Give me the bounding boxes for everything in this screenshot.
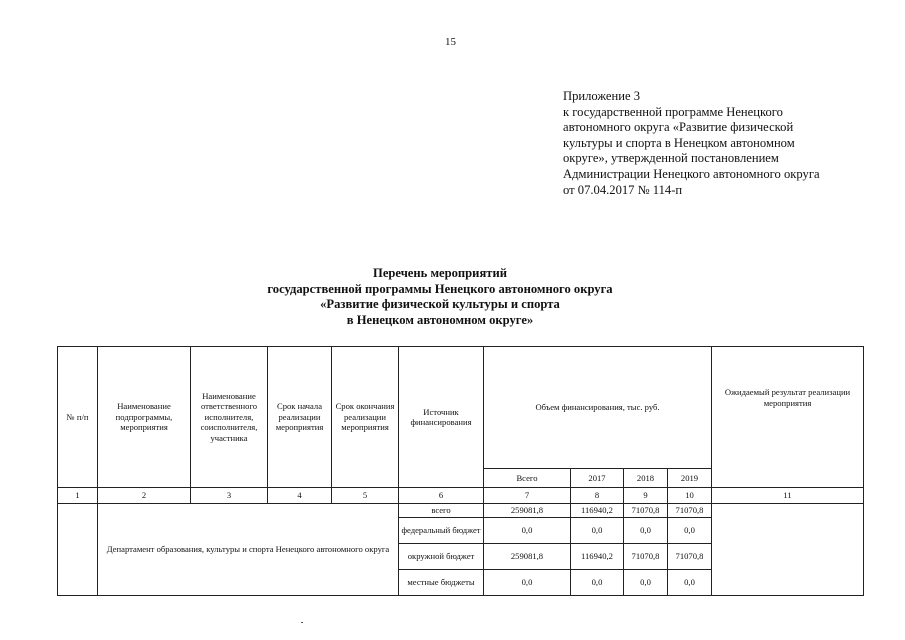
column-number: 8 [571, 488, 624, 504]
page-number: 15 [445, 36, 456, 48]
appendix-block [563, 89, 863, 198]
total-cell: 0,0 [484, 570, 571, 596]
measures-table [57, 346, 864, 596]
header-source: Источник финансирования [399, 347, 484, 488]
y2018-cell: 0,0 [624, 518, 668, 544]
header-executor: Наименование ответственного исполнителя, соисполнителя, участника [191, 347, 268, 488]
total-cell: 259081,8 [484, 544, 571, 570]
appendix-line: к государственной программе Ненецкого [563, 104, 783, 119]
appendix-line: Приложение 3 [563, 89, 641, 103]
source-cell: местные бюджеты [399, 570, 484, 596]
header-end: Срок окончания реализации мероприятия [332, 347, 399, 488]
y2018-cell: 71070,8 [624, 504, 668, 518]
y2017-cell: 116940,2 [571, 504, 624, 518]
department-cell: Департамент образования, культуры и спорта Ненецкого автономного округа [98, 504, 399, 596]
column-number: 6 [399, 488, 484, 504]
y2018-cell: 71070,8 [624, 544, 668, 570]
table-row [58, 504, 864, 518]
header-name: Наименование подпрограммы, мероприятия [98, 347, 191, 488]
source-cell: всего [399, 504, 484, 518]
y2019-cell: 0,0 [668, 570, 712, 596]
appendix-line: культуры и спорта в Ненецком автономном [563, 135, 795, 150]
appendix-line: автономного округа «Развитие физической [563, 120, 794, 135]
column-number: 1 [58, 488, 98, 504]
column-number: 7 [484, 488, 571, 504]
column-number: 2 [98, 488, 191, 504]
header-total: Всего [484, 468, 571, 487]
column-number: 10 [668, 488, 712, 504]
header-num: № п/п [58, 347, 98, 488]
column-number: 3 [191, 488, 268, 504]
header-2018: 2018 [624, 468, 668, 487]
appendix-line: от 07.04.2017 № 114-п [563, 182, 683, 197]
source-cell: федеральный бюджет [399, 518, 484, 544]
y2019-cell: 71070,8 [668, 544, 712, 570]
y2017-cell: 0,0 [571, 570, 624, 596]
table-header-row [58, 347, 864, 469]
y2019-cell: 71070,8 [668, 504, 712, 518]
column-number: 9 [624, 488, 668, 504]
column-number: 11 [712, 488, 864, 504]
header-funding: Объем финансирования, тыс. руб. [484, 347, 712, 469]
appendix-line: округе», утвержденной постановлением [563, 151, 779, 166]
scan-speck [301, 622, 303, 623]
result-cell [712, 504, 864, 596]
column-number-row [58, 488, 864, 504]
header-2017: 2017 [571, 468, 624, 487]
y2018-cell: 0,0 [624, 570, 668, 596]
header-start: Срок начала реализации мероприятия [268, 347, 332, 488]
title-line: государственной программы Ненецкого автономного округа [267, 281, 613, 296]
y2019-cell: 0,0 [668, 518, 712, 544]
column-number: 4 [268, 488, 332, 504]
document-title [200, 266, 680, 328]
title-line: в Ненецком автономном округе» [346, 312, 534, 327]
header-result: Ожидаемый результат реализации мероприятия [712, 347, 864, 488]
header-2019: 2019 [668, 468, 712, 487]
title-line: Перечень мероприятий [373, 266, 507, 280]
appendix-line: Администрации Ненецкого автономного округа [563, 166, 820, 181]
total-cell: 259081,8 [484, 504, 571, 518]
y2017-cell: 0,0 [571, 518, 624, 544]
total-cell: 0,0 [484, 518, 571, 544]
source-cell: окружной бюджет [399, 544, 484, 570]
y2017-cell: 116940,2 [571, 544, 624, 570]
column-number: 5 [332, 488, 399, 504]
title-line: «Развитие физической культуры и спорта [320, 297, 560, 311]
row-num-cell [58, 504, 98, 596]
